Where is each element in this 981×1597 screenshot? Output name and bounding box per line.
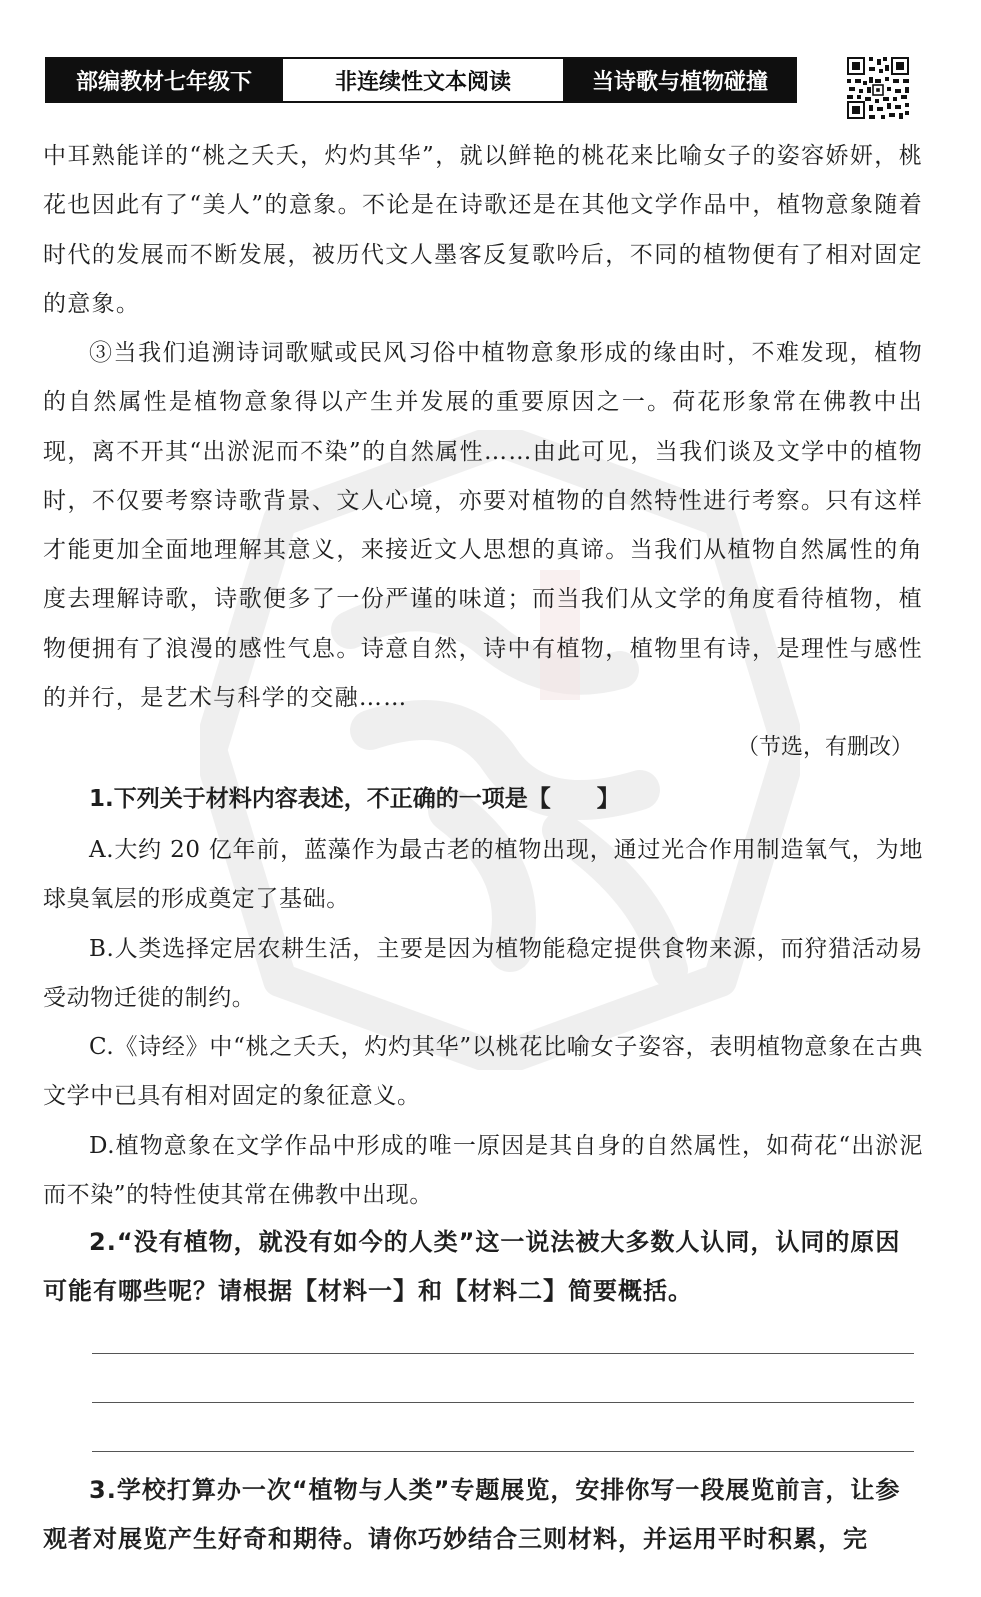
option-c: C.《诗经》中“桃之夭夭，灼灼其华”以桃花比喻女子姿容，表明植物意象在古典文学中已具有相对固定的象征意义。 (43, 1034, 923, 1110)
option-d: D.植物意象在文学作品中形成的唯一原因是其自身的自然属性，如荷花“出淤泥而不染”的特性使其常在佛教中出现。 (43, 1132, 923, 1209)
header-title: 当诗歌与植物碰撞 (565, 59, 795, 101)
header-bar (45, 57, 797, 103)
question-1-options (43, 826, 923, 1220)
question-2-stem: 2.“没有植物，就没有如今的人类”这一说法被大多数人认同，认同的原因可能有哪些呢？请根据【材料一】和【材料二】简要概括。 (43, 1228, 901, 1305)
option-a: A.大约 20 亿年前，蓝藻作为最古老的植物出现，通过光合作用制造氧气，为地球臭氧层的形成奠定了基础。 (43, 837, 923, 913)
question-1-stem: 1.下列关于材料内容表述，不正确的一项是【 】 (89, 786, 620, 812)
header-grade: 部编教材七年级下 (47, 59, 281, 101)
answer-line[interactable] (92, 1353, 914, 1354)
answer-line[interactable] (92, 1451, 914, 1452)
header-category: 非连续性文本阅读 (281, 59, 565, 101)
article-paragraph-3: ③当我们追溯诗词歌赋或民风习俗中植物意象形成的缘由时，不难发现，植物的自然属性是植物意象得以产生并发展的重要原因之一。荷花形象常在佛教中出现，离不开其“出淤泥而不染”的自然属性……由此可见，当我们谈及文学中的植物时，不仅要考察诗歌背景、文人心境，亦要对植物的自然特性进行考察。只有这样才能更加全面地理解其意义，来接近文人思想的真谛。当我们从植物自然属性的角度去理解诗歌，诗歌便多了一份严谨的味道；而当我们从文学的角度看待植物，植物便拥有了浪漫的感性气息。诗意自然，诗中有植物，植物里有诗，是理性与感性的并行，是艺术与科学的交融…… (43, 340, 923, 712)
article-source-note: （节选，有删改） (736, 735, 913, 760)
article-paragraph-continued: 中耳熟能详的“桃之夭夭，灼灼其华”，就以鲜艳的桃花来比喻女子的姿容娇妍，桃花也因此有了“美人”的意象。不论是在诗歌还是在其他文学作品中，植物意象随着时代的发展而不断发展，被历代文人墨客反复歌吟后，不同的植物便有了相对固定的意象。 (43, 143, 923, 317)
answer-line[interactable] (92, 1402, 914, 1403)
question-3-stem: 3.学校打算办一次“植物与人类”专题展览，安排你写一段展览前言，让参观者对展览产生好奇和期待。请你巧妙结合三则材料，并运用平时积累，完 (43, 1476, 901, 1553)
option-b: B.人类选择定居农耕生活，主要是因为植物能稳定提供食物来源，而狩猎活动易受动物迁徙的制约。 (43, 935, 923, 1011)
qr-code-icon (845, 55, 911, 121)
